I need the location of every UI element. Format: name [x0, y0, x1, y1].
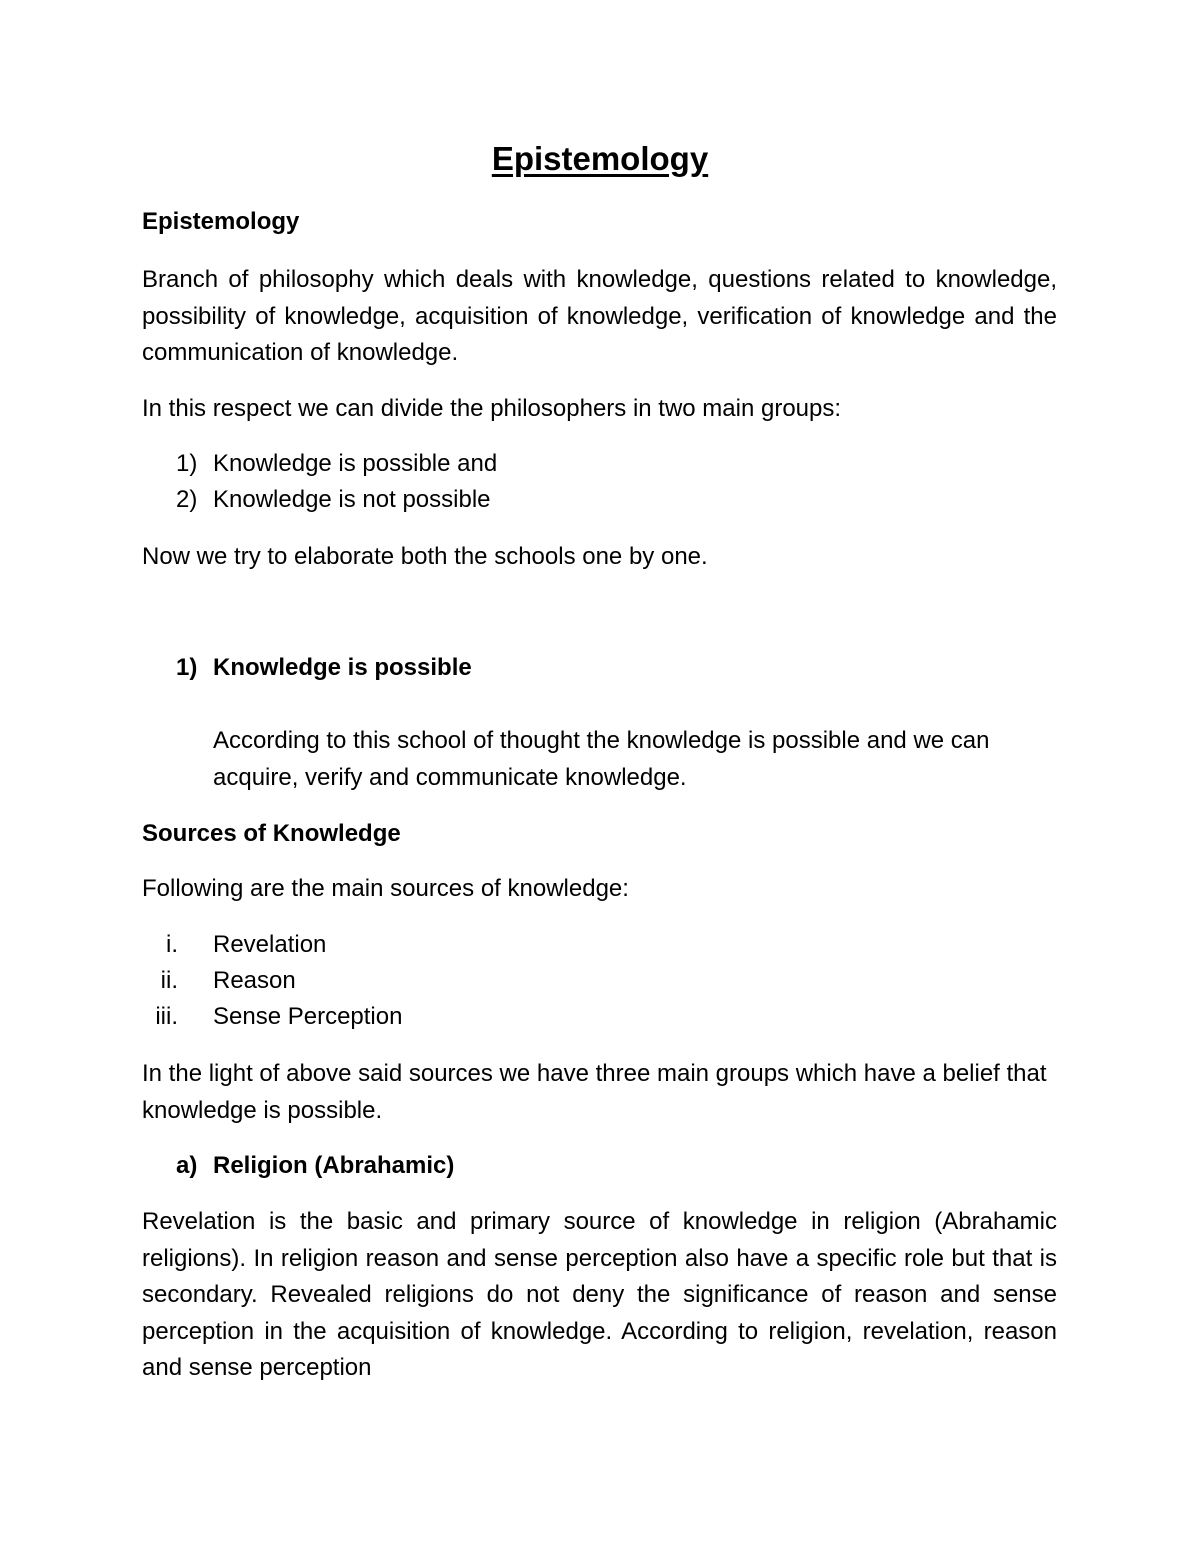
school-marker: 1): [176, 654, 198, 681]
light-paragraph: In the light of above said sources we have three main groups which have a belief that knowledge is possible.: [142, 1060, 1047, 1124]
list-marker: i.: [166, 931, 178, 958]
religion-marker: a): [176, 1152, 198, 1179]
list-item: Sense Perception: [213, 1003, 403, 1030]
religion-paragraph: Revelation is the basic and primary source of knowledge in religion (Abrahamic religions). In religion reason and sense perception also have a specific role but that is secondary. Revealed religions do not deny the significance of reason and sense perception in the acquisition of knowledge. According to religion, revelation, reason and sense perception: [142, 1208, 1057, 1381]
school-paragraph: According to this school of thought the knowledge is possible and we can acquire, verify and communicate knowledge.: [213, 727, 990, 791]
list-item: Knowledge is possible and: [213, 450, 498, 477]
sources-heading: Sources of Knowledge: [142, 820, 401, 847]
elaborate-paragraph: Now we try to elaborate both the schools one by one.: [142, 543, 708, 570]
school-heading: Knowledge is possible: [213, 654, 472, 681]
section-heading: Epistemology: [142, 208, 300, 235]
list-item: Revelation: [213, 931, 327, 958]
list-marker: 1): [176, 450, 198, 477]
divide-paragraph: In this respect we can divide the philosophers in two main groups:: [142, 395, 842, 422]
document-title: Epistemology: [491, 140, 709, 177]
list-item: Reason: [213, 967, 296, 994]
list-marker: iii.: [155, 1003, 178, 1030]
list-marker: ii.: [160, 967, 178, 994]
intro-paragraph: Branch of philosophy which deals with knowledge, questions related to knowledge, possibility of knowledge, acquisition of knowledge, verification of knowledge and the communication of knowledge.: [142, 266, 1057, 366]
list-item: Knowledge is not possible: [213, 486, 491, 513]
list-marker: 2): [176, 486, 198, 513]
religion-heading: Religion (Abrahamic): [213, 1152, 455, 1179]
sources-intro: Following are the main sources of knowledge:: [142, 875, 629, 902]
